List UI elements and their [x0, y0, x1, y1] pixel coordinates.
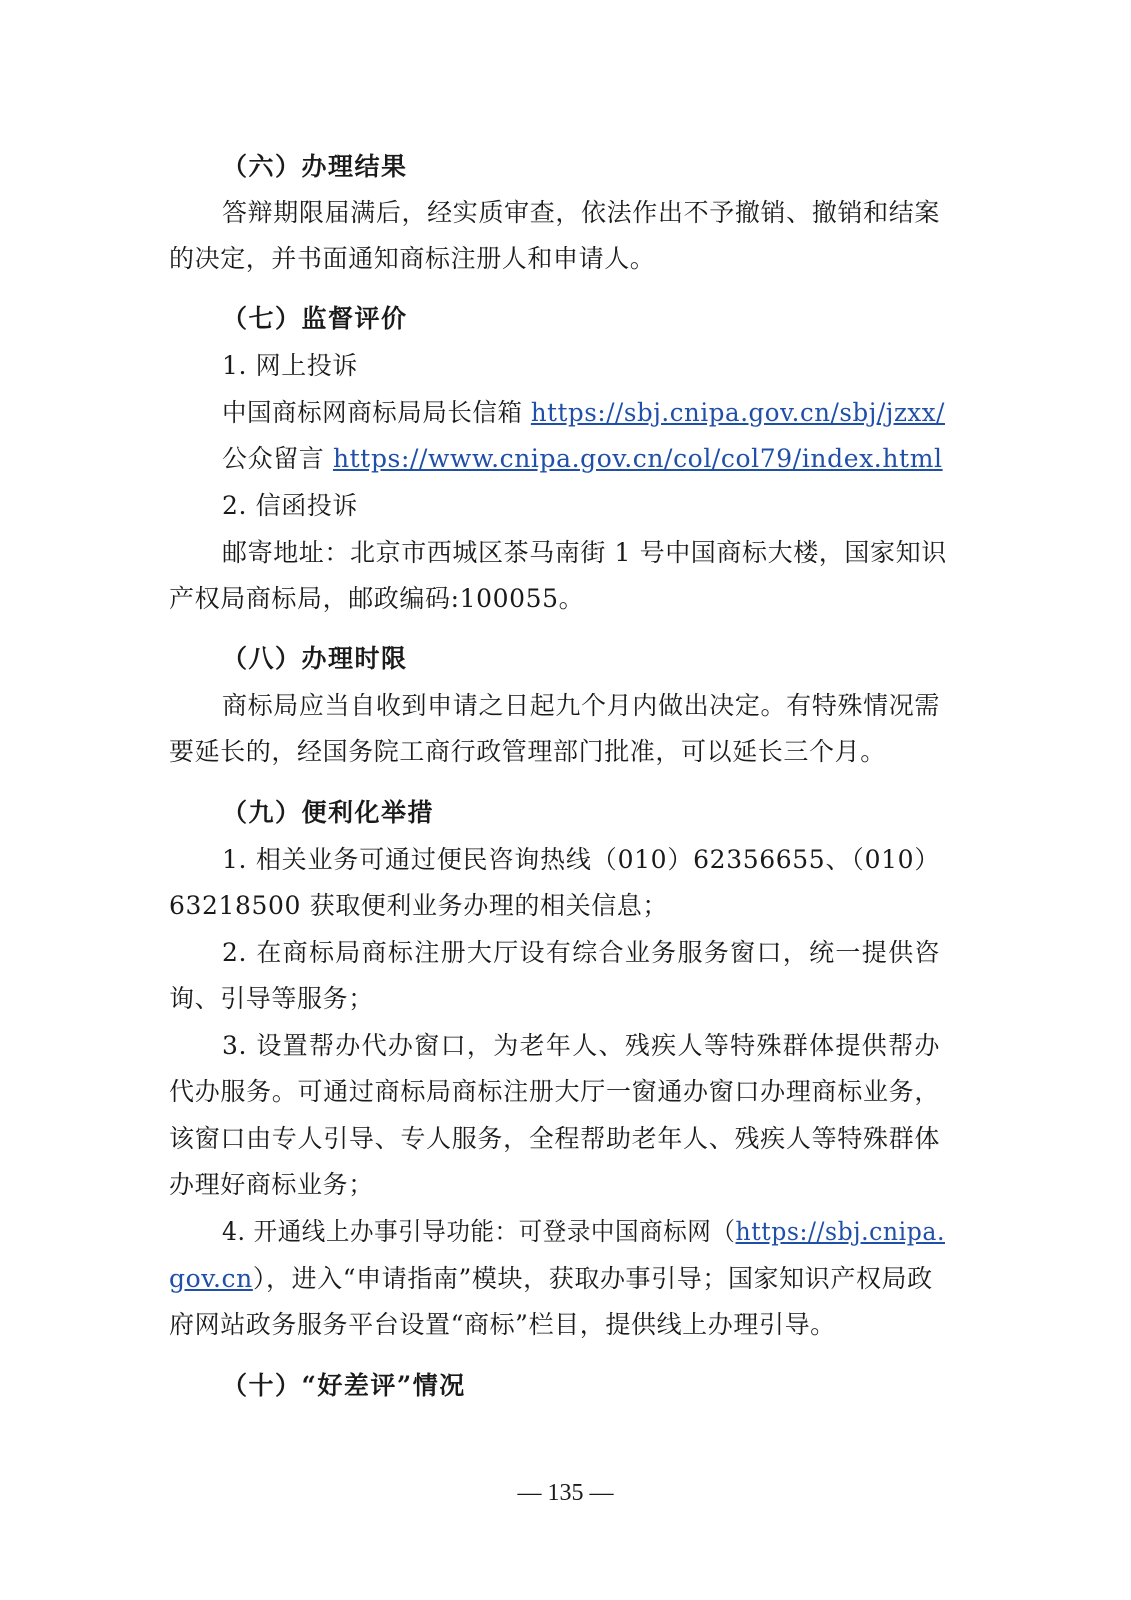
section-7-heading: （七）监督评价	[222, 304, 408, 333]
section-8-heading: （八）办理时限	[222, 644, 408, 673]
measure-3-line-1: 3. 设置帮办代办窗口，为老年人、残疾人等特殊群体提供帮办	[222, 1031, 940, 1060]
online-complaint-item: 1. 网上投诉	[222, 351, 358, 380]
section-9-heading: （九）便利化举措	[222, 798, 435, 827]
measure-4-line-1	[222, 1215, 945, 1249]
public-message-line	[222, 442, 943, 476]
director-mailbox-link[interactable]: https://sbj.cnipa.gov.cn/sbj/jzxx/	[530, 398, 945, 427]
trademark-site-link-part-1[interactable]: https://sbj.cnipa.	[735, 1217, 945, 1246]
public-message-label: 公众留言	[222, 444, 325, 473]
page-number: — 135 —	[517, 1480, 614, 1506]
public-message-link[interactable]: https://www.cnipa.gov.cn/col/col79/index.html	[332, 444, 943, 473]
measure-3-line-4: 办理好商标业务；	[169, 1170, 374, 1199]
section-6-heading: （六）办理结果	[222, 152, 408, 181]
measure-3-line-3: 该窗口由专人引导、专人服务，全程帮助老年人、残疾人等特殊群体	[169, 1124, 940, 1153]
measure-4-line-3: 府网站政务服务平台设置“商标”栏目，提供线上办理引导。	[169, 1310, 836, 1339]
section-8-paragraph-line-1: 商标局应当自收到申请之日起九个月内做出决定。有特殊情况需	[222, 691, 940, 720]
measure-3-line-2: 代办服务。可通过商标局商标注册大厅一窗通办窗口办理商标业务，	[169, 1077, 940, 1106]
section-6-paragraph-line-1: 答辩期限届满后，经实质审查，依法作出不予撤销、撤销和结案	[222, 198, 940, 227]
measure-2-line-1: 2. 在商标局商标注册大厅设有综合业务服务窗口，统一提供咨	[222, 938, 940, 967]
mailing-address-line-1: 邮寄地址：北京市西城区茶马南街 1 号中国商标大楼，国家知识	[222, 538, 947, 567]
section-8-paragraph-line-2: 要延长的，经国务院工商行政管理部门批准，可以延长三个月。	[169, 737, 886, 766]
mailing-address-line-2: 产权局商标局，邮政编码:100055。	[169, 584, 585, 613]
trademark-site-link-part-2[interactable]: gov.cn	[169, 1264, 253, 1293]
measure-4-intro: 4. 开通线上办事引导功能：可登录中国商标网（	[222, 1217, 736, 1246]
letter-complaint-item: 2. 信函投诉	[222, 491, 358, 520]
director-mailbox-label: 中国商标网商标局局长信箱	[222, 398, 523, 427]
measure-1-line-2: 63218500 获取便利业务办理的相关信息；	[169, 891, 668, 920]
section-10-heading: （十）“好差评”情况	[222, 1371, 466, 1400]
director-mailbox-line	[222, 396, 945, 430]
measure-2-line-2: 询、引导等服务；	[169, 984, 374, 1013]
measure-1-line-1: 1. 相关业务可通过便民咨询热线（010）62356655、（010）	[222, 845, 940, 874]
measure-4-guide-text: ），进入“申请指南”模块，获取办事引导；国家知识产权局政	[252, 1264, 933, 1293]
section-6-paragraph-line-2: 的决定，并书面通知商标注册人和申请人。	[169, 244, 656, 273]
measure-4-line-2	[169, 1262, 933, 1296]
